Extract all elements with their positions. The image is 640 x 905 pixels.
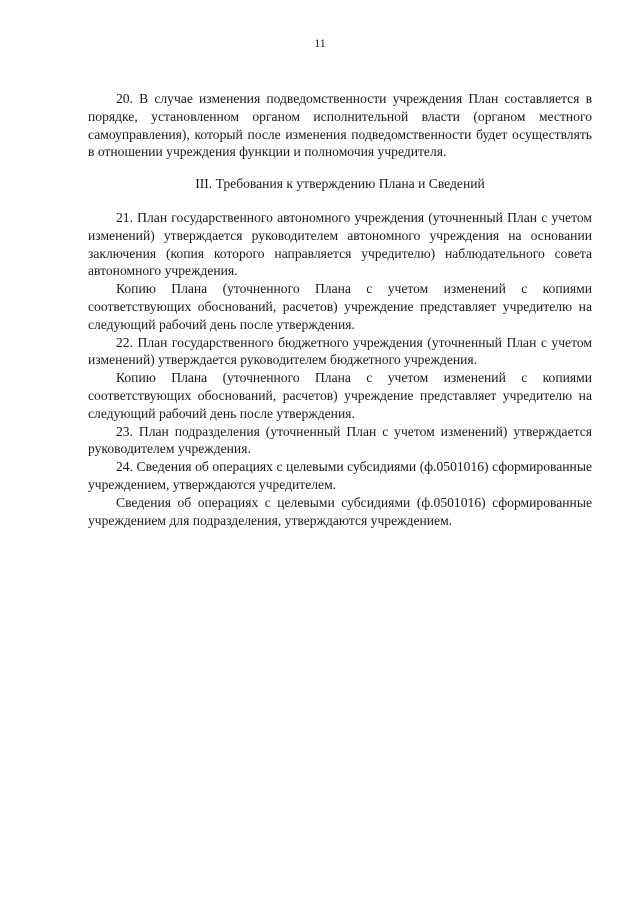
paragraph-21: 21. План государственного автономного учреждения (уточненный План с учетом изменений) утверждается руководителем автономного учреждения на основании заключения (копия которого направляется учредителю) наблюдательного совета автономного учреждения. bbox=[88, 209, 592, 279]
paragraph-24-sub: Сведения об операциях с целевыми субсидиями (ф.0501016) сформированные учреждением для подразделения, утверждаются учреждением. bbox=[88, 494, 592, 528]
paragraph-20: 20. В случае изменения подведомственности учреждения План составляется в порядке, установленном органом исполнительной власти (органом местного самоуправления), который после изменения подведомственности будет осуществлять в отношении учреждения функции и полномочия учредителя. bbox=[88, 91, 592, 160]
paragraph-22-copy: Копию Плана (уточненного Плана с учетом изменений с копиями соответствующих обоснований, расчетов) учреждение представляет учредителю на следующий рабочий день после утверждения. bbox=[88, 370, 592, 421]
section-heading: III. Требования к утверждению Плана и Сведений bbox=[195, 176, 485, 192]
page-number: 11 bbox=[314, 36, 326, 50]
paragraph-22: 22. План государственного бюджетного учреждения (уточненный План с учетом изменений) утверждается руководителем бюджетного учреждения. bbox=[88, 334, 592, 368]
paragraph-24: 24. Сведения об операциях с целевыми субсидиями (ф.0501016) сформированные учреждением, утверждаются учредителем. bbox=[88, 459, 592, 492]
document-body bbox=[88, 90, 592, 529]
paragraph-21-copy: Копию Плана (уточненного Плана с учетом изменений с копиями соответствующих обоснований, расчетов) учреждение представляет учредителю на следующий рабочий день после утверждения. bbox=[88, 281, 592, 332]
paragraph-23: 23. План подразделения (уточненный План с учетом изменений) утверждается руководителем учреждения. bbox=[88, 423, 592, 457]
